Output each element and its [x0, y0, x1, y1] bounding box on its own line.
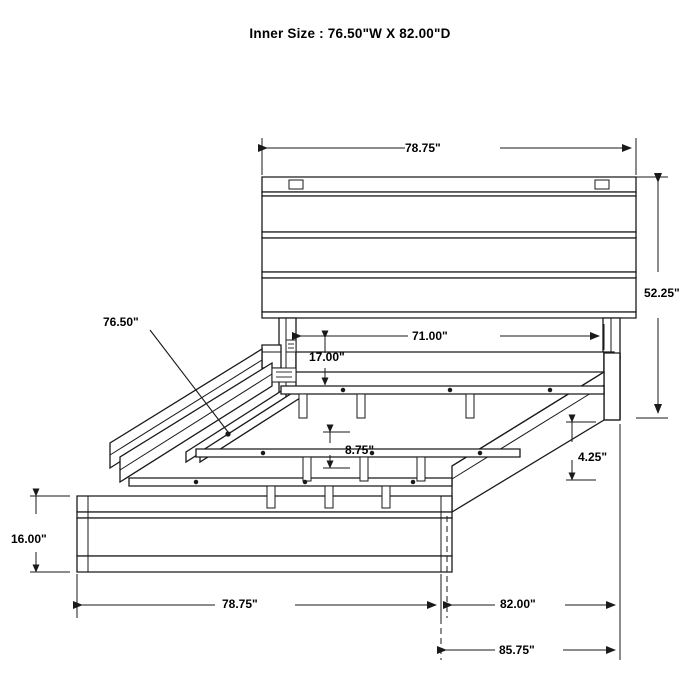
bed-outline-group	[77, 177, 636, 572]
dim-label-pointer-inner-width: 76.50"	[103, 315, 139, 329]
dim-label-footboard-height: 16.00"	[11, 532, 47, 546]
dim-label-slat-gap-height: 17.00"	[309, 350, 345, 364]
dim-label-inner-rail-width: 71.00"	[412, 329, 448, 343]
dim-label-bottom-overall-depth: 85.75"	[499, 643, 535, 657]
page-title: Inner Size : 76.50"W X 82.00"D	[249, 26, 451, 41]
dim-label-headboard-height: 52.25"	[644, 286, 680, 300]
dim-label-top-width: 78.75"	[405, 141, 441, 155]
dim-label-rail-height: 8.75"	[345, 443, 375, 457]
dim-label-bottom-front-width: 78.75"	[222, 597, 258, 611]
dim-label-bottom-side-depth: 82.00"	[500, 597, 536, 611]
dim-label-foot-clearance: 4.25"	[578, 450, 608, 464]
